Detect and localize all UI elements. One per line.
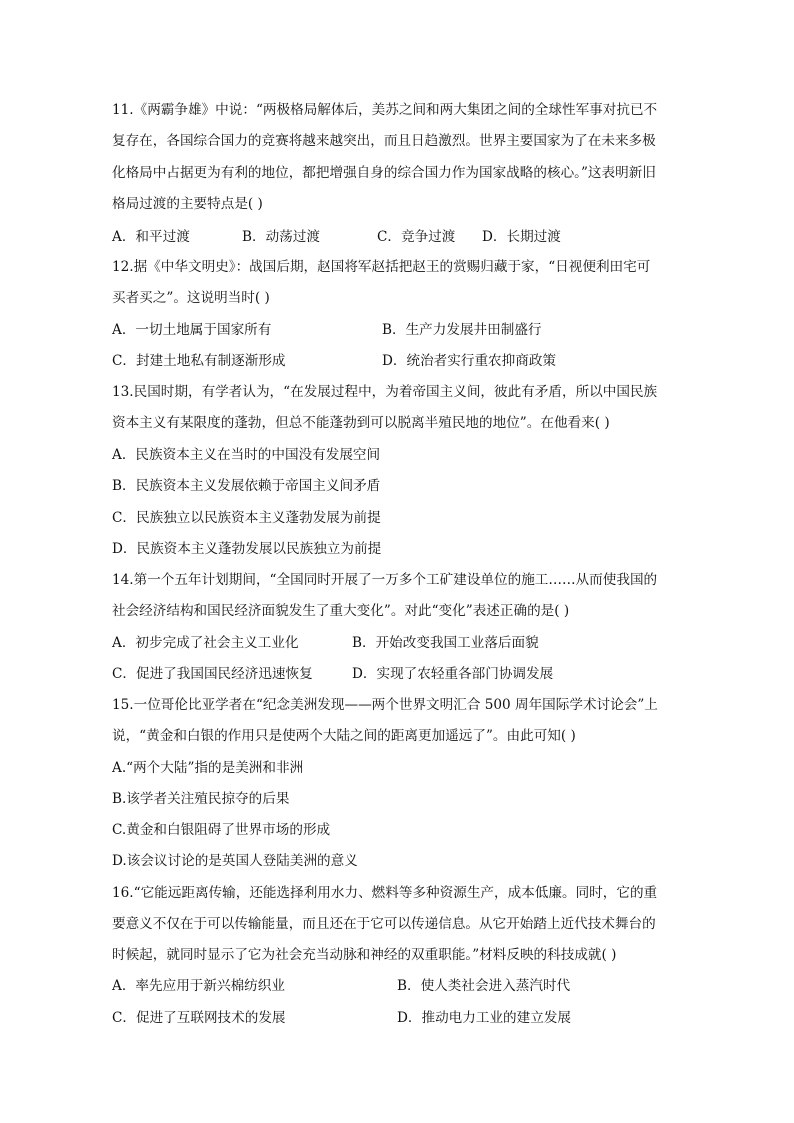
question-12-option-b: B．生产力发展井田制盛行: [382, 322, 542, 338]
question-14-option-b: B．开始改变我国工业落后面貌: [352, 635, 539, 651]
question-11-option-a: A．和平过渡: [112, 229, 190, 245]
question-12-line-2: 买者买之”。这说明当时( ): [112, 290, 270, 306]
question-15-line-1: 15.一位哥伦比亚学者在“纪念美洲发现——两个世界文明汇合 500 周年国际学术讨论会”上: [112, 697, 658, 713]
question-14-line-1: 14.第一个五年计划期间，“全国同时开展了一万多个工矿建设单位的施工……从而使我国的: [112, 572, 658, 588]
question-13-option-c: C．民族独立以民族资本主义蓬勃发展为前提: [112, 510, 381, 526]
question-15-option-b: B.该学者关注殖民掠夺的后果: [112, 791, 290, 807]
question-14-option-a: A．初步完成了社会主义工业化: [112, 635, 299, 651]
question-16-option-b: B．使人类社会进入蒸汽时代: [397, 978, 571, 994]
question-12-options-row-1: [112, 321, 682, 339]
question-14-line-2: 社会经济结构和国民经济面貌发生了重大变化”。对此“变化”表述正确的是( ): [112, 603, 570, 619]
question-12-options-row-2: [112, 352, 682, 370]
question-14-options-row-1: [112, 634, 682, 652]
question-14-options-row-2: [112, 665, 682, 683]
question-13-option-d: D．民族资本主义蓬勃发展以民族独立为前提: [112, 541, 382, 557]
question-11-line-4: 格局过渡的主要特点是( ): [112, 196, 263, 212]
question-15-option-d: D.该会议讨论的是英国人登陆美洲的意义: [112, 853, 358, 869]
question-16-line-1: 16.“它能远距离传输，还能选择利用水力、燃料等多种资源生产，成本低廉。同时，它的重: [112, 885, 658, 901]
question-11-line-2: 复存在，各国综合国力的竞赛将越来越突出，而且日趋激烈。世界主要国家为了在未来多极: [112, 133, 656, 149]
question-16-options-row-1: [112, 977, 682, 995]
question-11-line-1: 11.《两霸争雄》中说：“两极格局解体后，美苏之间和两大集团之间的全球性军事对抗已不: [112, 102, 658, 118]
question-11-line-3: 化格局中占据更为有利的地位，都把增强自身的综合国力作为国家战略的核心。”这表明新旧: [112, 165, 656, 181]
question-12-option-d: D．统治者实行重农抑商政策: [382, 353, 557, 369]
question-14-option-d: D．实现了农轻重各部门协调发展: [352, 666, 554, 682]
question-13-line-2: 资本主义有某限度的蓬勃，但总不能蓬勃到可以脱离半殖民地的地位”。在他看来( ): [112, 415, 610, 431]
question-13-option-b: B．民族资本主义发展依赖于帝国主义间矛盾: [112, 478, 381, 494]
question-11-options: [112, 228, 682, 246]
question-16-option-d: D．推动电力工业的建立发展: [397, 1010, 572, 1026]
question-11-option-d: D．长期过渡: [482, 229, 561, 245]
question-14-option-c: C．促进了我国国民经济迅速恢复: [112, 666, 313, 682]
question-15-option-c: C.黄金和白银阻碍了世界市场的形成: [112, 822, 331, 838]
question-15-option-a: A.“两个大陆”指的是美洲和非洲: [112, 760, 304, 776]
question-16-line-3: 时候起，就同时显示了它为社会充当动脉和神经的双重职能。”材料反映的科技成就( ): [112, 947, 617, 963]
question-12-option-a: A．一切土地属于国家所有: [112, 322, 272, 338]
question-12-line-1: 12.据《中华文明史》：战国后期，赵国将军赵括把赵王的赏赐归藏于家，“日视便利田宅可: [112, 259, 651, 275]
question-16-line-2: 要意义不仅在于可以传输能量，而且还在于它可以传递信息。从它开始踏上近代技术舞台的: [112, 916, 656, 932]
question-16-options-row-2: [112, 1009, 682, 1027]
question-15-line-2: 说，“黄金和白银的作用只是使两个大陆之间的距离更加遥远了”。由此可知( ): [112, 728, 576, 744]
question-13-line-1: 13.民国时期，有学者认为，“在发展过程中，为着帝国主义间，彼此有矛盾，所以中国民族: [112, 384, 658, 400]
question-11-option-c: C．竞争过渡: [377, 229, 456, 245]
question-16-option-c: C．促进了互联网技术的发展: [112, 1010, 286, 1026]
question-13-option-a: A．民族资本主义在当时的中国没有发展空间: [112, 447, 381, 463]
question-16-option-a: A．率先应用于新兴棉纺织业: [112, 978, 285, 994]
question-12-option-c: C．封建土地私有制逐渐形成: [112, 353, 286, 369]
question-11-option-b: B．动荡过渡: [242, 229, 320, 245]
